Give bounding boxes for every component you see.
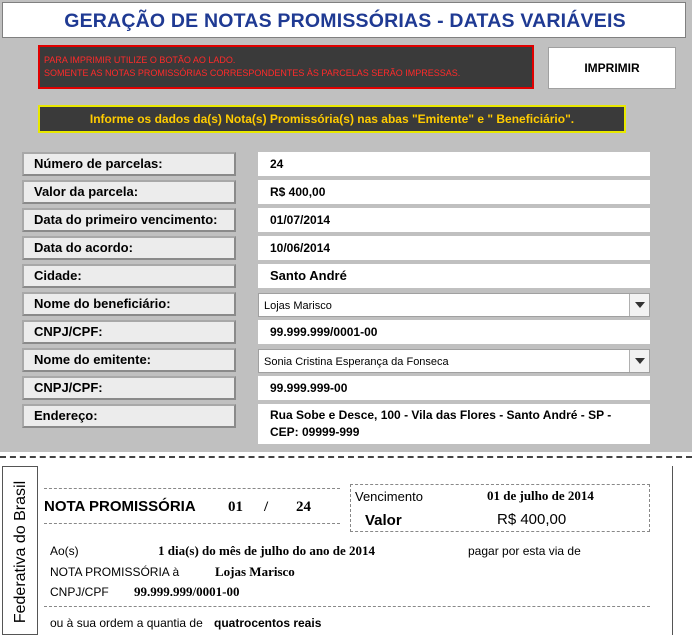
note-beneficiario: Lojas Marisco (215, 564, 295, 579)
cnpj-value: 99.999.999/0001-00 (134, 584, 240, 599)
label-data-acordo: Data do acordo: (22, 236, 236, 260)
note-separator: / (264, 499, 269, 515)
input-valor-parcela[interactable]: R$ 400,00 (258, 180, 650, 204)
input-primeiro-vencimento[interactable]: 01/07/2014 (258, 208, 650, 232)
ordem-text: ou à sua ordem a quantia de (50, 616, 203, 630)
endereco-line-1: Rua Sobe e Desce, 100 - Vila das Flores - Santo André - SP - (270, 408, 612, 422)
quantia-value: quatrocentos reais (214, 616, 322, 630)
input-cnpj-beneficiario[interactable]: 99.999.999/0001-00 (258, 320, 650, 344)
np-a-text: NOTA PROMISSÓRIA à (50, 565, 180, 579)
input-cidade[interactable]: Santo André (258, 264, 650, 288)
vencimento-box (350, 484, 650, 532)
print-button[interactable]: IMPRIMIR (548, 47, 676, 89)
warning-line-1: PARA IMPRIMIR UTILIZE O BOTÃO AO LADO. (44, 55, 236, 65)
info-banner: Informe os dados da(s) Nota(s) Promissória(s) nas abas "Emitente" e " Beneficiário". (38, 105, 626, 133)
note-title: NOTA PROMISSÓRIA (44, 498, 196, 515)
input-numero-parcelas[interactable]: 24 (258, 152, 650, 176)
cut-line (0, 456, 692, 458)
ao-text: 1 dia(s) do mês de julho do ano de 2014 (158, 543, 376, 558)
input-cnpj-emitente[interactable]: 99.999.999-00 (258, 376, 650, 400)
select-beneficiario-value: Lojas Marisco (264, 300, 332, 312)
note-number: 01 (228, 499, 243, 515)
note-right-border (672, 466, 673, 635)
label-numero-parcelas: Número de parcelas: (22, 152, 236, 176)
warning-line-2: SOMENTE AS NOTAS PROMISSÓRIAS CORRESPONDENTES ÀS PARCELAS SERÃO IMPRESSAS. (44, 68, 461, 78)
label-valor-parcela: Valor da parcela: (22, 180, 236, 204)
quantia-divider (44, 606, 650, 607)
ao-label: Ao(s) (50, 544, 79, 558)
print-warning (38, 45, 534, 89)
label-emitente: Nome do emitente: (22, 348, 236, 372)
note-title-box (44, 488, 340, 524)
page-title: GERAÇÃO DE NOTAS PROMISSÓRIAS - DATAS VARIÁVEIS (64, 10, 626, 32)
vencimento-label: Vencimento (355, 489, 423, 504)
chevron-down-icon[interactable] (629, 294, 649, 316)
label-cidade: Cidade: (22, 264, 236, 288)
side-text: Federativa do Brasil (12, 480, 29, 623)
label-primeiro-vencimento: Data do primeiro vencimento: (22, 208, 236, 232)
select-beneficiario[interactable] (258, 293, 650, 317)
label-beneficiario: Nome do beneficiário: (22, 292, 236, 316)
select-emitente[interactable] (258, 349, 650, 373)
note-side-border (2, 466, 38, 635)
pagar-text: pagar por esta via de (468, 544, 581, 558)
note-side-text (5, 467, 37, 636)
endereco-line-2: CEP: 09999-999 (270, 425, 360, 439)
title-bar (2, 2, 686, 38)
cnpj-label: CNPJ/CPF (50, 585, 109, 599)
label-endereco: Endereço: (22, 404, 236, 428)
input-endereco[interactable] (258, 404, 650, 444)
valor-label: Valor (365, 512, 402, 529)
valor-value: R$ 400,00 (497, 511, 567, 528)
vencimento-date: 01 de julho de 2014 (487, 488, 594, 503)
note-total: 24 (296, 499, 311, 515)
chevron-down-icon[interactable] (629, 350, 649, 372)
label-cnpj-beneficiario: CNPJ/CPF: (22, 320, 236, 344)
label-cnpj-emitente: CNPJ/CPF: (22, 376, 236, 400)
input-data-acordo[interactable]: 10/06/2014 (258, 236, 650, 260)
select-emitente-value: Sonia Cristina Esperança da Fonseca (264, 356, 449, 368)
